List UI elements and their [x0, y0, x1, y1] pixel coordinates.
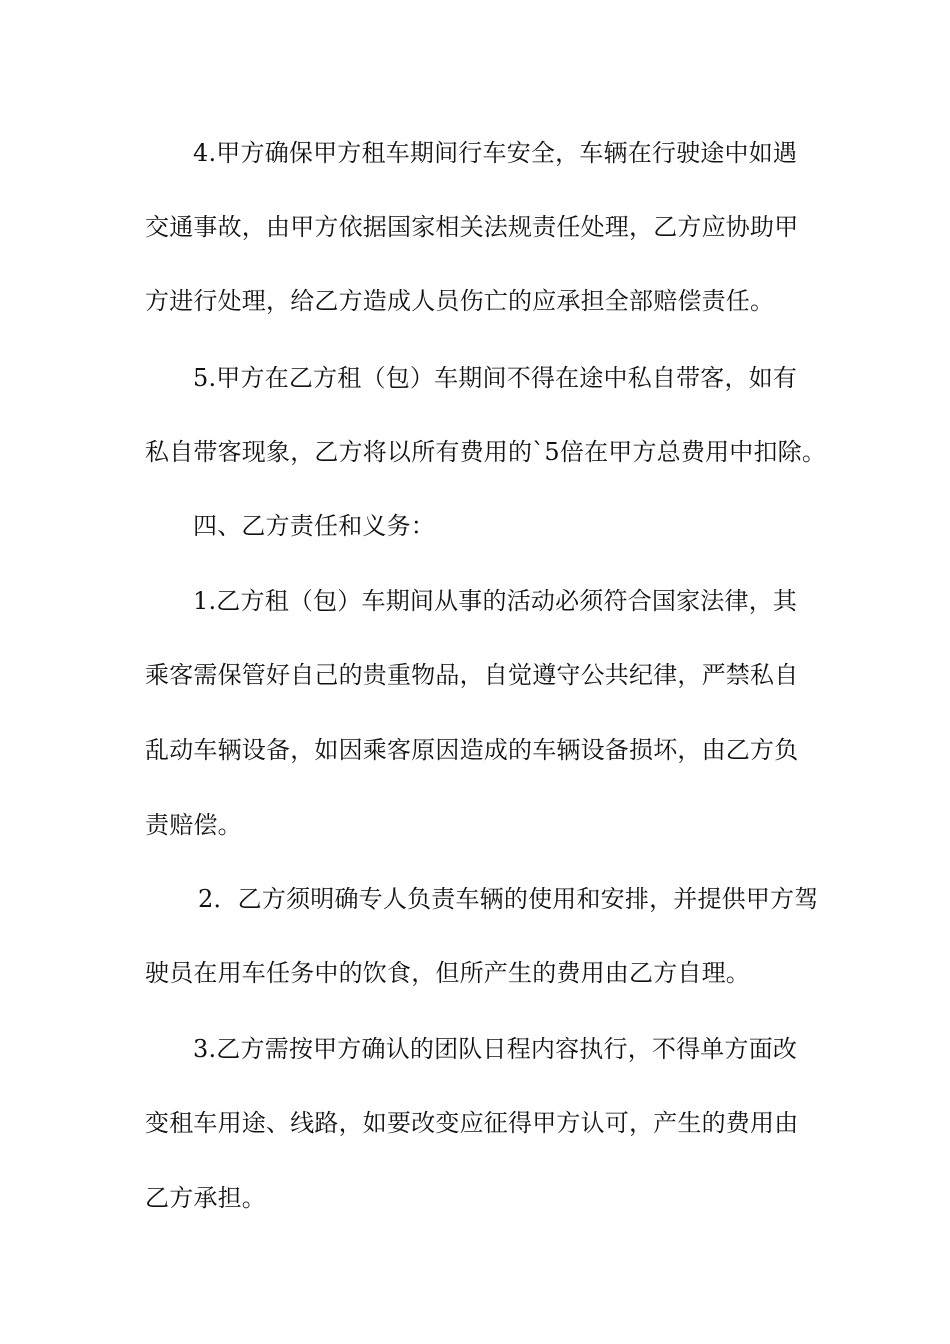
paragraph-line: 交通事故，由甲方依据国家相关法规责任处理，乙方应协助甲	[145, 213, 799, 241]
paragraph-line: 乱动车辆设备，如因乘客原因造成的车辆设备损坏，由乙方负	[145, 736, 799, 764]
paragraph-line: 4.甲方确保甲方租车期间行车安全，车辆在行驶途中如遇	[193, 139, 798, 167]
paragraph-line: 3.乙方需按甲方确认的团队日程内容执行，不得单方面改	[193, 1035, 798, 1063]
paragraph-line: 驶员在用车任务中的饮食，但所产生的费用由乙方自理。	[145, 959, 750, 987]
paragraph-line: 1.乙方租（包）车期间从事的活动必须符合国家法律，其	[193, 587, 798, 615]
paragraph-line: 2．乙方须明确专人负责车辆的使用和安排，并提供甲方驾	[198, 885, 819, 913]
paragraph-line: 5.甲方在乙方租（包）车期间不得在途中私自带客，如有	[193, 364, 798, 392]
paragraph-line: 私自带客现象，乙方将以所有费用的`5倍在甲方总费用中扣除。	[145, 438, 827, 466]
paragraph-line: 乙方承担。	[145, 1184, 266, 1212]
section-heading: 四、乙方责任和义务：	[193, 512, 435, 540]
paragraph-line: 责赔偿。	[145, 811, 242, 839]
paragraph-line: 乘客需保管好自己的贵重物品，自觉遵守公共纪律，严禁私自	[145, 661, 799, 689]
paragraph-line: 变租车用途、线路，如要改变应征得甲方认可，产生的费用由	[145, 1109, 799, 1137]
paragraph-line: 方进行处理，给乙方造成人员伤亡的应承担全部赔偿责任。	[145, 287, 775, 315]
